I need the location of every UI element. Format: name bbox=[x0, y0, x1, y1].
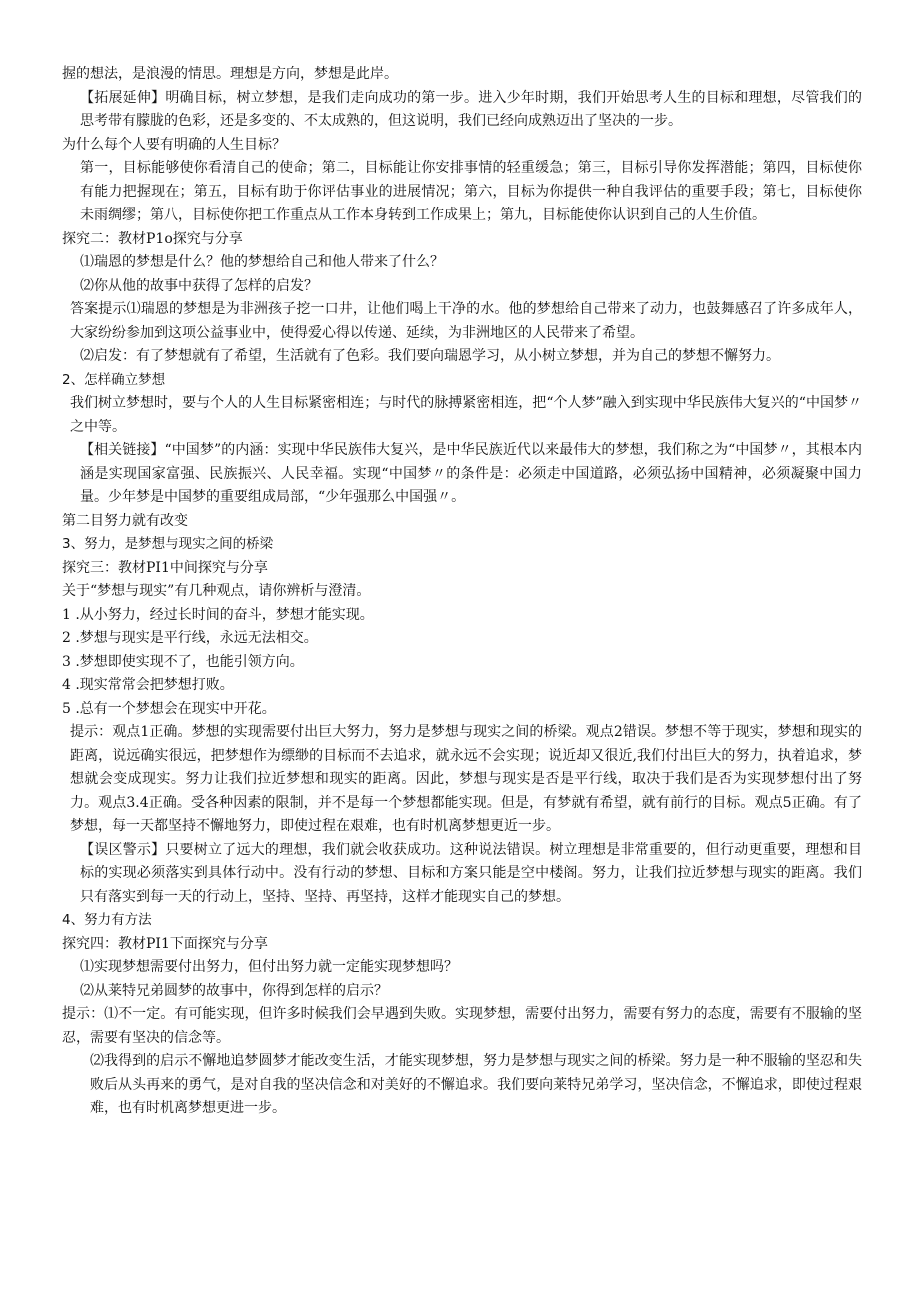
list-item: 1 .从小努力，经过长时间的奋斗，梦想才能实现。 bbox=[62, 606, 374, 623]
question: ⑴瑞恩的梦想是什么？他的梦想给自己和他人带来了什么？ bbox=[80, 254, 444, 270]
section-heading: 探究四：教材PI1下面探究与分享 bbox=[62, 935, 268, 952]
list-item: 4 .现实常常会把梦想打败。 bbox=[62, 677, 234, 693]
misconception-note: 【误区警示】只要树立了远大的理想，我们就会收获成功。这种说法错误。树立理想是非常重要的，但行动更重要，理想和目标的实现必须落实到具体行动中。没有行动的梦想、目标和方案只能是空中楼阁。努力，让我们拉近梦想与现实的距离。我们只有落实到每一天的行动上，坚持、坚持、再坚持，这样才能现实自己的梦想。 bbox=[80, 841, 862, 905]
question: 为什么每个人要有明确的人生目标？ bbox=[62, 136, 286, 153]
answer-hint: 提示：观点1正确。梦想的实现需要付出巨大努力，努力是梦想与现实之间的桥梁。观点2错误。梦想不等于现实，梦想和现实的距离，说远确实很远，把梦想作为缥缈的目标而不去追求，就永远不会实现；说近却又很近,我们付出巨大的努力，执着追求，梦想就会变成现实。努力让我们拉近梦想和现实的距离。因此，梦想与现实是否是平行线，取决于我们是否为实现梦想付出了努力。观点3.4正确。受各种因素的限制，并不是每一个梦想都能实现。但是，有梦就有希望，就有前行的目标。观点5正确。有了梦想，每一天都坚持不懈地努力，即使过程在艰难，也有时机离梦想更近一步。 bbox=[70, 724, 862, 834]
answer-hint: 答案提示⑴瑞恩的梦想是为非洲孩子挖一口井，让他们喝上干净的水。他的梦想给自己带来了动力，也鼓舞感召了许多成年人，大家纷纷参加到这项公益事业中，使得爱心得以传递、延续，为非洲地区的人民带来了希望。 bbox=[70, 301, 862, 341]
list-item: 2 .梦想与现实是平行线，永远无法相交。 bbox=[62, 630, 318, 646]
list-item: 3 .梦想即使实现不了，也能引领方向。 bbox=[62, 653, 304, 670]
section-heading: 探究三：教材PI1中间探究与分享 bbox=[62, 559, 268, 576]
section-heading: 4、努力有方法 bbox=[62, 912, 152, 928]
section-heading: 2、怎样确立梦想 bbox=[62, 371, 166, 388]
question: ⑵你从他的故事中获得了怎样的启发？ bbox=[80, 277, 318, 294]
section-heading: 探究二：教材P1o探究与分享 bbox=[62, 230, 243, 247]
question: ⑴实现梦想需要付出努力，但付出努力就一定能实现梦想吗？ bbox=[80, 959, 458, 975]
related-link-note: 【相关链接】“中国梦”的内涵：实现中华民族伟大复兴，是中华民族近代以来最伟大的梦想，我们称之为“中国梦〃，其根本内涵是实现国家富强、民族振兴、人民幸福。实现“中国梦〃的条件是：必须走中国道路，必须弘扬中国精神，必须凝聚中国力量。少年梦是中国梦的重要组成局部，“少年强那么中国强〃。 bbox=[80, 442, 862, 505]
paragraph: ⑵启发：有了梦想就有了希望，生活就有了色彩。我们要向瑞恩学习，从小树立梦想，并为自己的梦想不懈努力。 bbox=[80, 348, 780, 364]
document-page bbox=[62, 63, 862, 1121]
paragraph: ⑵我得到的启示不懈地追梦圆梦才能改变生活，才能实现梦想，努力是梦想与现实之间的桥梁。努力是一种不服输的坚忍和失败后从头再来的勇气，是对自我的坚决信念和对美好的不懈追求。我们要向莱特兄弟学习，坚决信念，不懈追求，即使过程艰难，也有时机离梦想更进一步。 bbox=[90, 1053, 862, 1116]
paragraph: 第一，目标能够使你看清自己的使命；第二，目标能让你安排事情的轻重缓急；第三，目标引导你发挥潜能；第四，目标使你有能力把握现在；第五，目标有助于你评估事业的进展情况；第六，目标为你提供一种自我评估的重要手段；第七，目标使你未雨绸缪；第八，目标使你把工作重点从工作本身转到工作成果上；第九，目标能使你认识到自己的人生价值。 bbox=[80, 160, 862, 223]
section-heading: 第二目努力就有改变 bbox=[62, 512, 188, 529]
paragraph: 握的想法，是浪漫的情思。理想是方向，梦想是此岸。 bbox=[62, 66, 398, 82]
paragraph: 关于“梦想与现实”有几种观点，请你辨析与澄清。 bbox=[62, 583, 371, 599]
paragraph: 我们树立梦想时，要与个人的人生目标紧密相连；与时代的脉搏紧密相连，把“个人梦”融入到实现中华民族伟大复兴的“中国梦〃之中等。 bbox=[70, 395, 862, 435]
answer-hint: 提示：⑴不一定。有可能实现，但许多时候我们会早遇到失败。实现梦想，需要付出努力，需要有努力的态度，需要有不服输的坚忍，需要有坚决的信念等。 bbox=[62, 1006, 862, 1046]
section-heading: 3、努力，是梦想与现实之间的桥梁 bbox=[62, 536, 274, 552]
extension-note: 【拓展延伸】明确目标，树立梦想，是我们走向成功的第一步。进入少年时期，我们开始思考人生的目标和理想，尽管我们的思考带有朦胧的色彩，还是多变的、不太成熟的，但这说明，我们已经向成熟迈出了坚决的一步。 bbox=[80, 89, 862, 129]
question: ⑵从莱特兄弟圆梦的故事中，你得到怎样的启示？ bbox=[80, 982, 388, 999]
list-item: 5 .总有一个梦想会在现实中开花。 bbox=[62, 700, 276, 717]
